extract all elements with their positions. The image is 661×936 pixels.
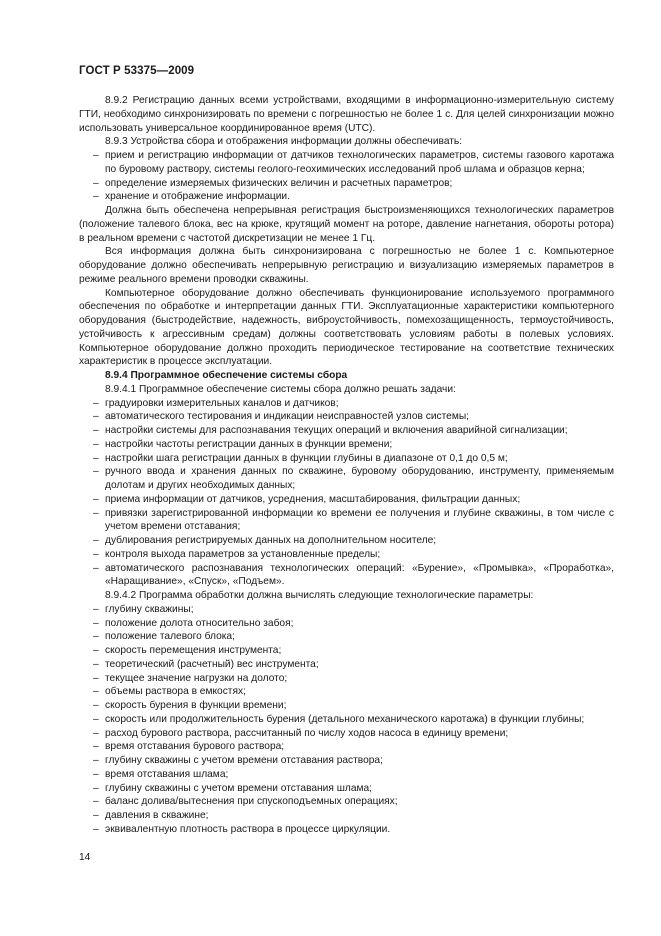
list-item: – эквивалентную плотность раствора в процессе циркуляции. [79, 823, 614, 837]
list-item: – настройки шага регистрации данных в функции глубины в диапазоне от 0,1 до 0,5 м; [79, 452, 614, 466]
list-item: – глубину скважины; [79, 603, 614, 617]
page-number: 14 [79, 852, 91, 863]
list-item: – определение измеряемых физических величин и расчетных параметров; [79, 177, 614, 191]
list-item: – время отставания шлама; [79, 768, 614, 782]
list-item: – глубину скважины с учетом времени отставания раствора; [79, 754, 614, 768]
list-item: – приема информации от датчиков, усреднения, масштабирования, фильтрации данных; [79, 493, 614, 507]
list-item: – ручного ввода и хранения данных по скважине, буровому оборудованию, инструменту, применяемым долотам и других необходимых данных; [79, 465, 614, 493]
document-body [79, 94, 614, 837]
list-item: – теоретический (расчетный) вес инструмента; [79, 658, 614, 672]
document-header: ГОСТ Р 53375—2009 [79, 65, 195, 77]
list-item: – расход бурового раствора, рассчитанный по числу ходов насоса в единицу времени; [79, 727, 614, 741]
paragraph: Должна быть обеспечена непрерывная регистрация быстроизменяющихся технологических параметров (положение талевого блока, вес на крюке, крутящий момент на роторе, давление нагнетания, обороты ротора) в реальном времени с частотой дискретизации не менее 1 Гц. [79, 205, 614, 244]
list-item: – дублирования регистрируемых данных на дополнительном носителе; [79, 534, 614, 548]
list-item: – положение долота относительно забоя; [79, 617, 614, 631]
list-item: – объемы раствора в емкостях; [79, 685, 614, 699]
paragraph: 8.9.2 Регистрацию данных всеми устройствами, входящими в информационно-измерительную систему ГТИ, необходимо синхронизировать по времени с погрешностью не более 1 с. Для целей синхронизации можно использовать универсальное координированное время (UTC). [79, 95, 614, 134]
list-item: – контроля выхода параметров за установленные пределы; [79, 548, 614, 562]
paragraph: 8.9.3 Устройства сбора и отображения информации должны обеспечивать: [105, 136, 463, 148]
list-item: – прием и регистрацию информации от датчиков технологических параметров, системы газового каротажа по буровому раствору, системы геолого-геохимических исследований проб шлама и образцов керна; [79, 149, 614, 177]
list-item: – положение талевого блока; [79, 630, 614, 644]
paragraph: Компьютерное оборудование должно обеспечивать функционирование используемого программного обеспечения по обработке и интерпретации данных ГТИ. Эксплуатационные характеристики компьютерного оборудования (быстродействие, надежность, виброустойчивость, помехозащищенность, термоустойчивость, устойчивость к агрессивным средам) должны соответствовать условиям работы в полевых условиях. Компьютерное оборудование должно проходить периодическое тестирование на соответствие технических характеристик в процессе эксплуатации. [79, 287, 614, 368]
list-item: – градуировки измерительных каналов и датчиков; [79, 397, 614, 411]
list-item: – хранение и отображение информации. [79, 190, 614, 204]
list-item: – время отставания бурового раствора; [79, 740, 614, 754]
list-item: – настройки системы для распознавания текущих операций и включения аварийной сигнализации; [79, 424, 614, 438]
paragraph: Вся информация должна быть синхронизирована с погрешностью не более 1 с. Компьютерное оборудование должно обеспечивать непрерывную регистрацию и визуализацию измеряемых параметров в режиме реального времени проводки скважины. [79, 246, 614, 285]
list-item: – скорость перемещения инструмента; [79, 644, 614, 658]
list-item: – настройки частоты регистрации данных в функции времени; [79, 438, 614, 452]
list-item: – автоматического распознавания технологических операций: «Бурение», «Промывка», «Проработка», «Наращивание», «Спуск», «Подъем». [79, 562, 614, 590]
section-heading: 8.9.4 Программное обеспечение системы сбора [105, 370, 348, 381]
list-item: – текущее значение нагрузки на долото; [79, 672, 614, 686]
list-item: – скорость или продолжительность бурения (детального механического каротажа) в функции глубины; [79, 713, 614, 727]
paragraph: 8.9.4.1 Программное обеспечение системы сбора должно решать задачи: [105, 383, 456, 395]
list-item: – автоматического тестирования и индикации неисправностей узлов системы; [79, 410, 614, 424]
paragraph: 8.9.4.2 Программа обработки должна вычислять следующие технологические параметры: [105, 590, 534, 601]
list-item: – давления в скважине; [79, 809, 614, 823]
list-item: – баланс долива/вытеснения при спускоподъемных операциях; [79, 795, 614, 809]
list-item: – скорость бурения в функции времени; [79, 699, 614, 713]
list-item: – глубину скважины с учетом времени отставания шлама; [79, 782, 614, 796]
list-item: – привязки зарегистрированной информации ко времени ее получения и глубине скважины, в том числе с учетом времени отставания; [79, 507, 614, 535]
